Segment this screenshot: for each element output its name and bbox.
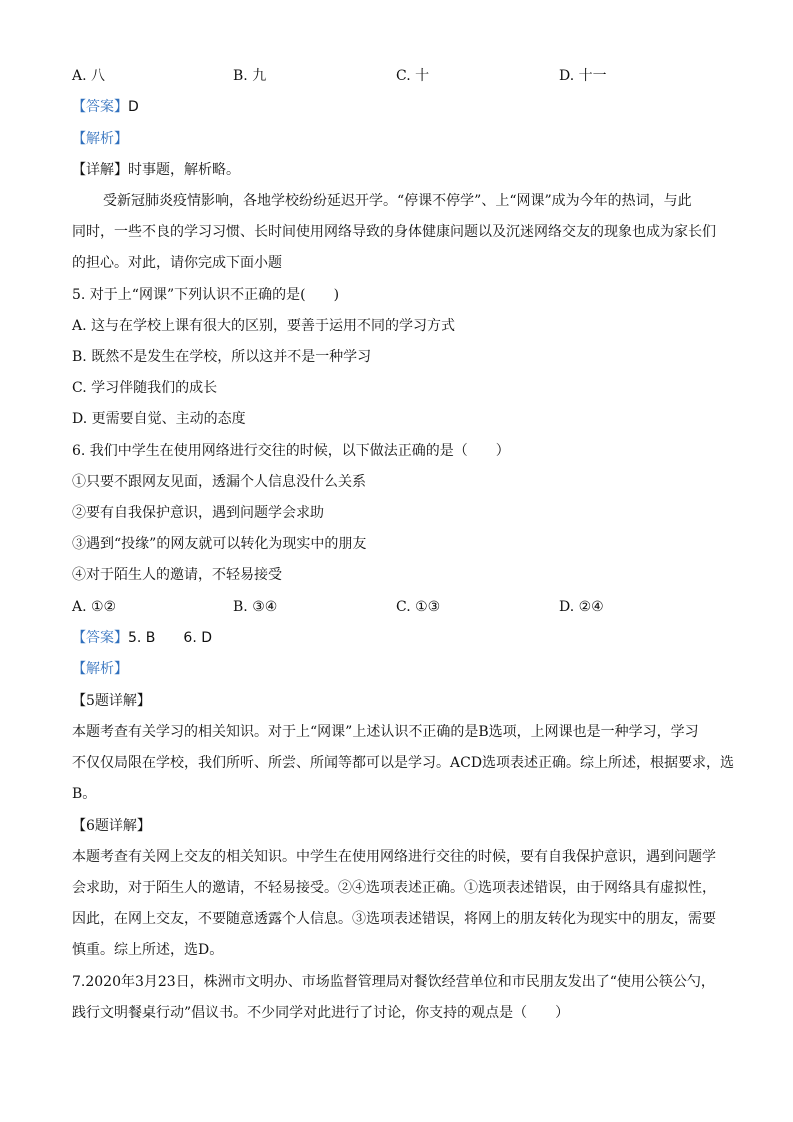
q4-option-c[interactable]: C. 十 bbox=[396, 68, 430, 84]
answer-value: 5. B 6. D bbox=[128, 630, 212, 646]
q6-detail-line-3: 因此，在网上交友，不要随意透露个人信息。③选项表述错误，将网上的朋友转化为现实中的朋友，需要 bbox=[72, 911, 716, 927]
q6-detail-line-4: 慎重。综上所述，选D。 bbox=[72, 942, 224, 958]
analysis-label: 【解析】 bbox=[72, 131, 128, 147]
intro-line-2: 同时，一些不良的学习习惯、长时间使用网络导致的身体健康问题以及沉迷网络交友的现象也成为家长们 bbox=[72, 224, 716, 240]
q5-option-b[interactable]: B. 既然不是发生在学校，所以这并不是一种学习 bbox=[72, 349, 372, 365]
q5-detail-title: 【5题详解】 bbox=[72, 693, 151, 709]
q56-answer-line bbox=[72, 628, 723, 648]
q6-detail-title: 【6题详解】 bbox=[72, 818, 151, 834]
q5-option-c[interactable]: C. 学习伴随我们的成长 bbox=[72, 380, 218, 396]
answer-value: D bbox=[128, 99, 139, 115]
q6-option-a[interactable]: A. ①② bbox=[72, 599, 117, 615]
q6-option-d[interactable]: D. ②④ bbox=[559, 599, 604, 615]
q4-option-a[interactable]: A. 八 bbox=[72, 68, 106, 84]
answer-label: 【答案】 bbox=[72, 99, 128, 115]
q7-stem-line-2: 践行文明餐桌行动”倡议书。不少同学对此进行了讨论，你支持的观点是（ ） bbox=[72, 1005, 570, 1021]
q6-item-4: ④对于陌生人的邀请，不轻易接受 bbox=[72, 567, 282, 583]
q6-detail-line-2: 会求助，对于陌生人的邀请，不轻易接受。②④选项表述正确。①选项表述错误，由于网络具有虚拟性， bbox=[72, 880, 716, 896]
q4-detail: 【详解】时事题，解析略。 bbox=[72, 162, 240, 178]
q6-option-b[interactable]: B. ③④ bbox=[233, 599, 278, 615]
q4-option-b[interactable]: B. 九 bbox=[233, 68, 267, 84]
q6-item-1: ①只要不跟网友见面，透漏个人信息没什么关系 bbox=[72, 474, 366, 490]
q5-detail-line-1: 本题考查有关学习的相关知识。对于上“网课”上述认识不正确的是B选项，上网课也是一种学习，学习 bbox=[72, 724, 699, 740]
q5-stem: 5. 对于上“网课”下列认识不正确的是( ) bbox=[72, 287, 340, 303]
q6-option-c[interactable]: C. ①③ bbox=[396, 599, 441, 615]
q5-detail-line-2: 不仅仅局限在学校，我们所听、所尝、所闻等都可以是学习。ACD选项表述正确。综上所述，根据要求，选 bbox=[72, 755, 735, 771]
q6-item-3: ③遇到“投缘”的网友就可以转化为现实中的朋友 bbox=[72, 536, 367, 552]
q4-answer-line bbox=[72, 97, 723, 117]
q6-item-2: ②要有自我保护意识，遇到问题学会求助 bbox=[72, 505, 324, 521]
intro-line-1: 受新冠肺炎疫情影响，各地学校纷纷延迟开学。“停课不停学”、上“网课”成为今年的热词，与此 bbox=[103, 193, 692, 209]
intro-line-3: 的担心。对此，请你完成下面小题 bbox=[72, 255, 282, 271]
q5-option-d[interactable]: D. 更需要自觉、主动的态度 bbox=[72, 411, 246, 427]
q6-stem: 6. 我们中学生在使用网络进行交往的时候，以下做法正确的是（ ） bbox=[72, 443, 510, 459]
q5-detail-line-3: B。 bbox=[72, 786, 97, 802]
analysis-label: 【解析】 bbox=[72, 661, 128, 677]
answer-label: 【答案】 bbox=[72, 630, 128, 646]
q5-option-a[interactable]: A. 这与在学校上课有很大的区别，要善于运用不同的学习方式 bbox=[72, 318, 456, 334]
q4-option-d[interactable]: D. 十一 bbox=[559, 68, 607, 84]
q7-stem-line-1: 7.2020年3月23日，株洲市文明办、市场监督管理局对餐饮经营单位和市民朋友发出了“使用公筷公勺， bbox=[72, 974, 715, 990]
q6-detail-line-1: 本题考查有关网上交友的相关知识。中学生在使用网络进行交往的时候，要有自我保护意识，遇到问题学 bbox=[72, 849, 716, 865]
